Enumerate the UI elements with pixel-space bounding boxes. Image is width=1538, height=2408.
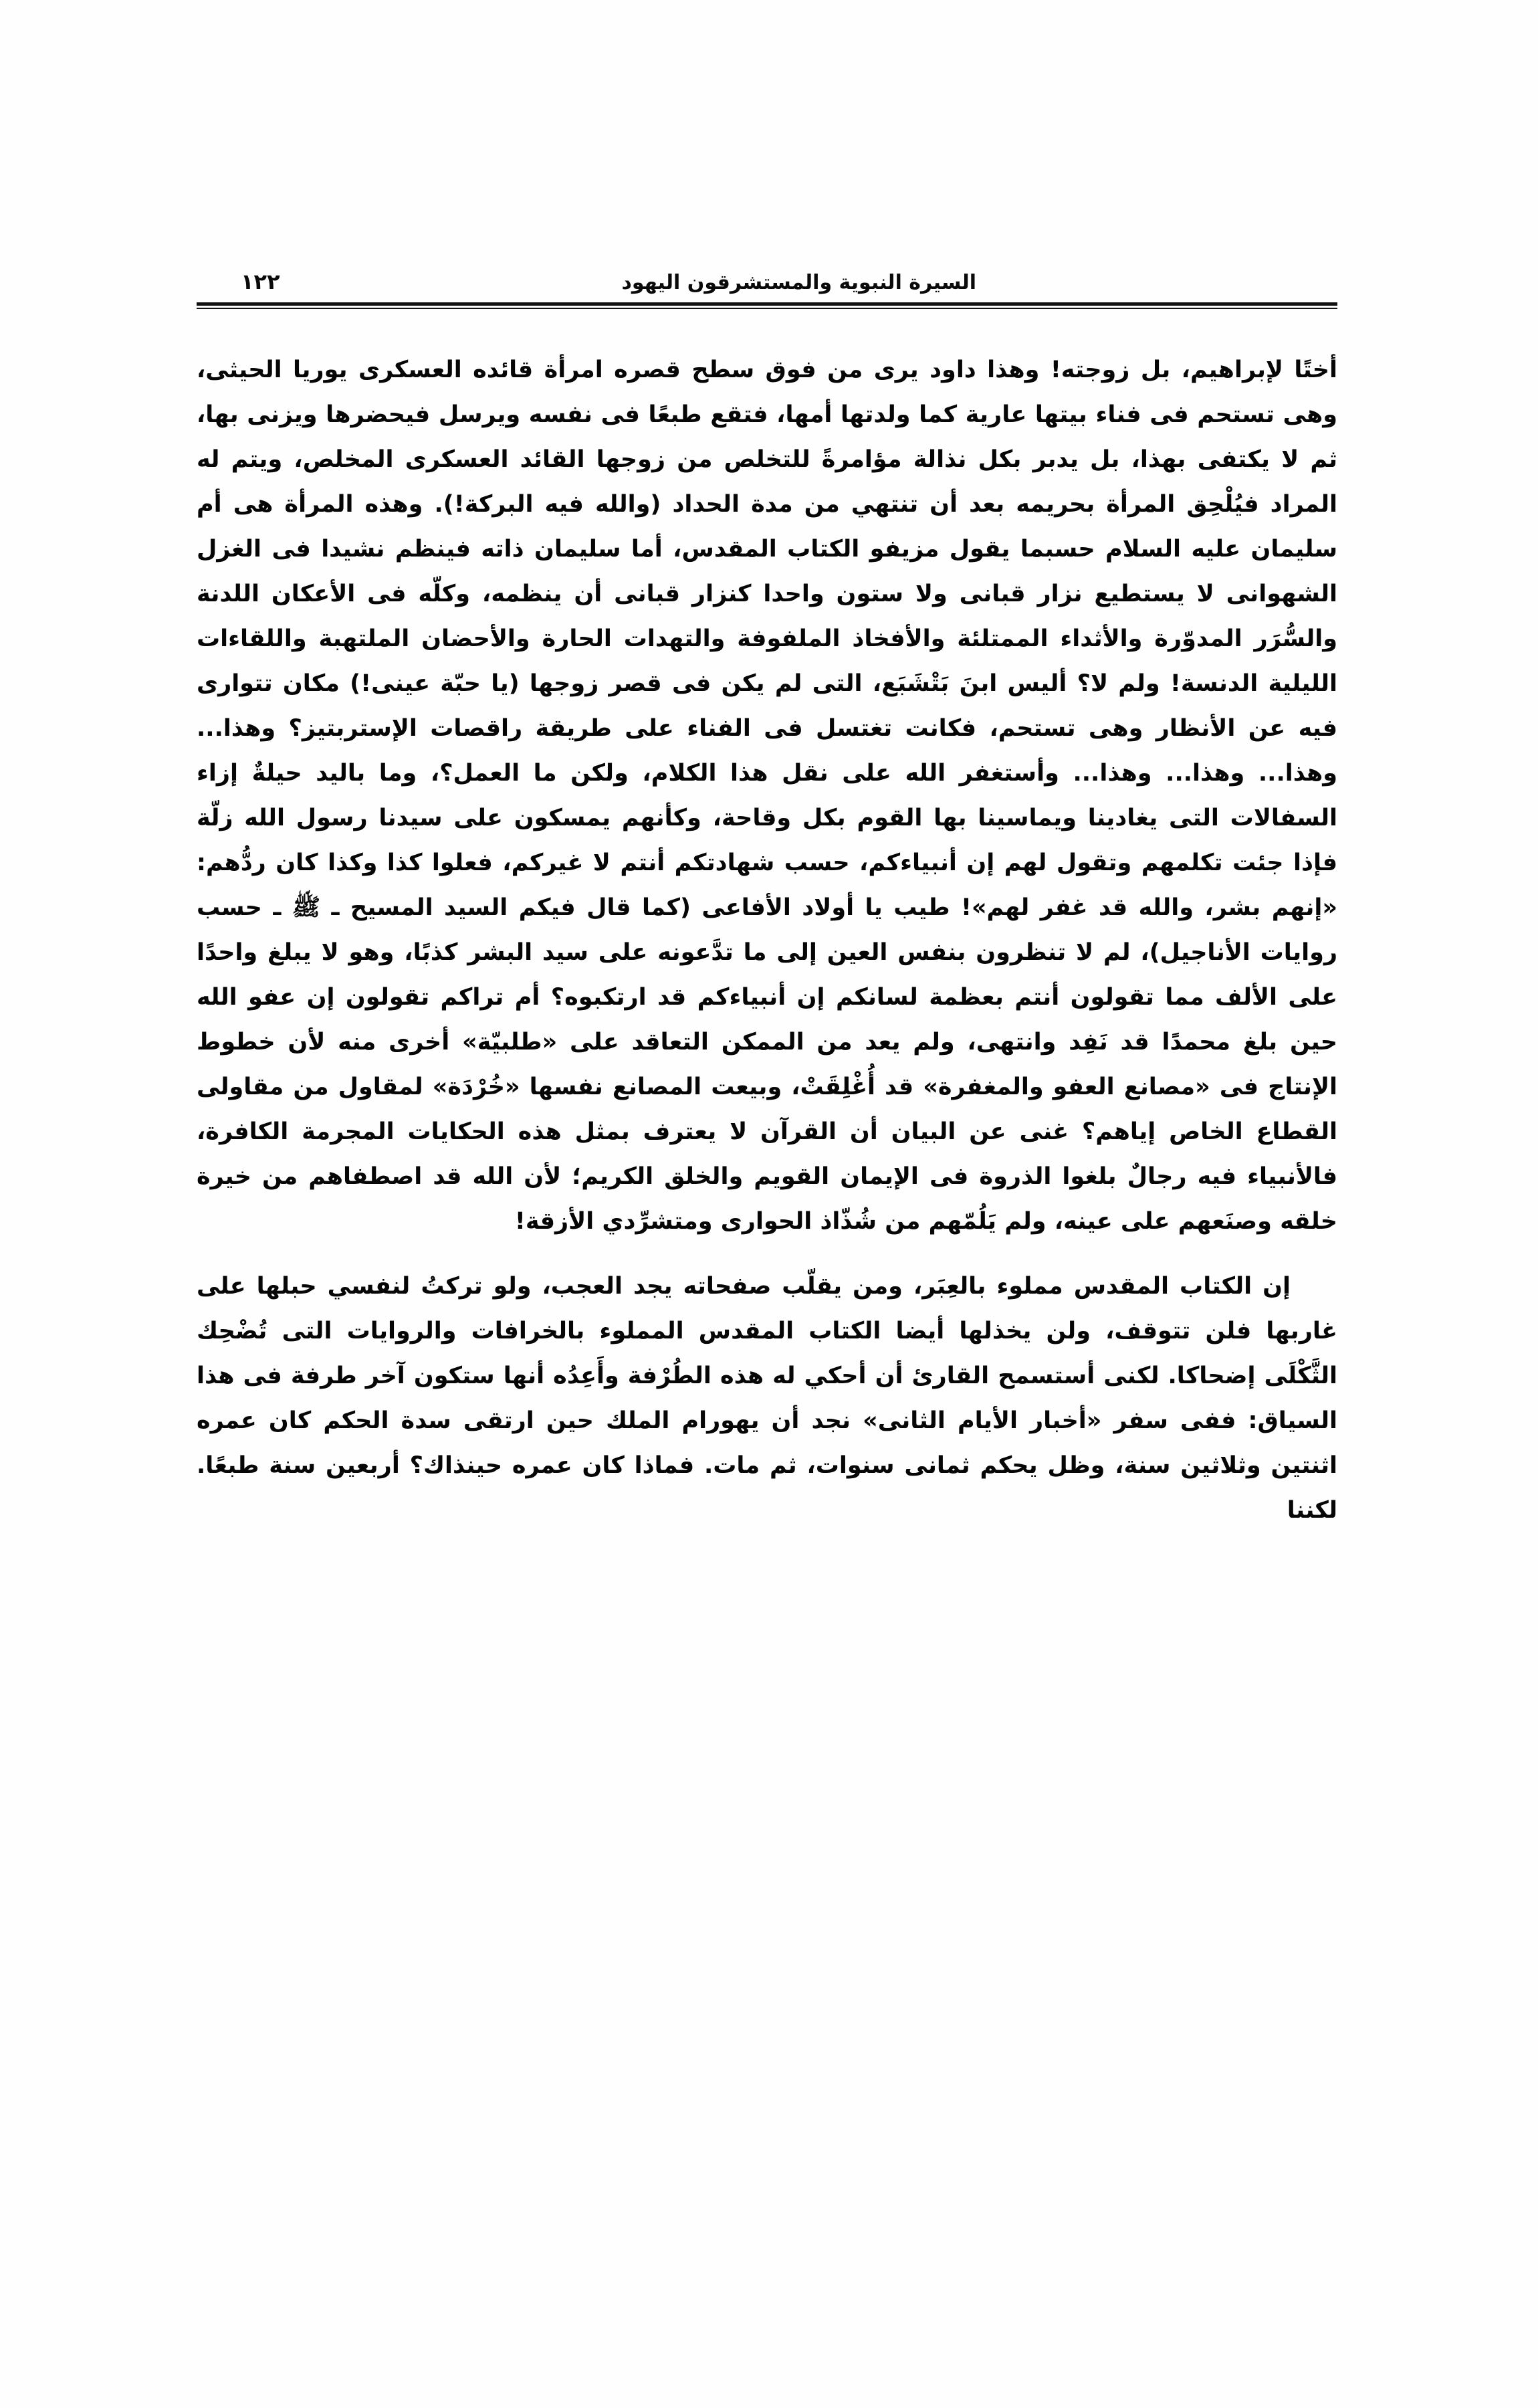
paragraph-2: إن الكتاب المقدس مملوء بالعِبَر، ومن يقلّب صفحاته يجد العجب، ولو تركتُ لنفسي حبلها على غاربها فلن تتوقف، ولن يخذلها أيضا الكتاب المقدس المملوء بالخرافات والروايات التى تُضْحِك الثَّكْلَى إضحاكا. لكنى أستسمح القارئ أن أحكي له هذه الطُرْفة وأَعِدُه أنها ستكون آخر طرفة فى هذا السياق: ففى سفر «أخبار الأيام الثانى» نجد أن يهورام الملك حين ارتقى سدة الحكم كان عمره اثنتين وثلاثين سنة، وظل يحكم ثمانى سنوات، ثم مات. فماذا كان عمره حينذاك؟ أربعين سنة طبعًا. لكننا <box>197 1273 1337 1524</box>
running-title: السيرة النبوية والمستشرقون اليهود <box>621 271 976 294</box>
page-number: ١٢٢ <box>241 269 280 294</box>
header-divider-secondary <box>197 308 1337 309</box>
header-divider <box>197 302 1337 306</box>
body-text-column <box>197 348 1337 1533</box>
page-header <box>201 247 1337 294</box>
paragraph-1: أختًا لإبراهيم، بل زوجته! وهذا داود يرى من فوق سطح قصره امرأة قائده العسكرى يوريا الحيثى، وهى تستحم فى فناء بيتها عارية كما ولدتها أمها، فتقع طبعًا فى نفسه ويرسل فيحضرها ويزنى بها، ثم لا يكتفى بهذا، بل يدبر بكل نذالة مؤامرةً للتخلص من زوجها القائد العسكرى المخلص، ويتم له المراد فيُلْحِق المرأة بحريمه بعد أن تنتهي من مدة الحداد (والله فيه البركة!). وهذه المرأة هى أم سليمان عليه السلام حسبما يقول مزيفو الكتاب المقدس، أما سليمان ذاته فينظم نشيدا فى الغزل الشهوانى لا يستطيع نزار قبانى ولا ستون واحدا كنزار قبانى أن ينظمه، وكلّه فى الأعكان اللدنة والسُّرَر المدوّرة والأثداء الممتلئة والأفخاذ الملفوفة والتهدات الحارة والأحضان الملتهبة واللقاءات الليلية الدنسة! ولم لا؟ أليس ابنَ بَتْشَبَع، التى لم يكن فى قصر زوجها (يا حبّة عينى!) مكان تتوارى فيه عن الأنظار وهى تستحم، فكانت تغتسل فى الفناء على طريقة راقصات الإستربتيز؟ وهذا... وهذا... وهذا... وهذا... وأستغفر الله على نقل هذا الكلام، ولكن ما العمل؟، وما باليد حيلةٌ إزاء السفالات التى يغادينا ويماسينا بها القوم بكل وقاحة، وكأنهم يمسكون على سيدنا رسول الله زلّة فإذا جئت تكلمهم وتقول لهم إن أنبياءكم، حسب شهادتكم أنتم لا غيركم، فعلوا كذا وكذا كان ردُّهم: «إنهم بشر، والله قد غفر لهم»! طيب يا أولاد الأفاعى (كما قال فيكم السيد المسيح ـ ﷺ ـ حسب روايات الأناجيل)، لم لا تنظرون بنفس العين إلى ما تدَّعونه على سيد البشر كذبًا، وهو لا يبلغ واحدًا على الألف مما تقولون أنتم بعظمة لسانكم إن أنبياءكم قد ارتكبوه؟ أم تراكم تقولون إن عفو الله حين بلغ محمدًا قد نَفِد وانتهى، ولم يعد من الممكن التعاقد على «طلبيّة» أخرى منه لأن خطوط الإنتاج فى «مصانع العفو والمغفرة» قد أُغْلِقَتْ، وبيعت المصانع نفسها «خُرْدَة» لمقاول من مقاولى القطاع الخاص إياهم؟ غنى عن البيان أن القرآن لا يعترف بمثل هذه الحكايات المجرمة الكافرة، فالأنبياء فيه رجالٌ بلغوا الذروة فى الإيمان القويم والخلق الكريم؛ لأن الله قد اصطفاهم من خيرة خلقه وصنَعهم على عينه، ولم يَلُمّهم من شُذّاذ الحوارى ومتشرِّدي الأزقة! <box>197 357 1337 1235</box>
